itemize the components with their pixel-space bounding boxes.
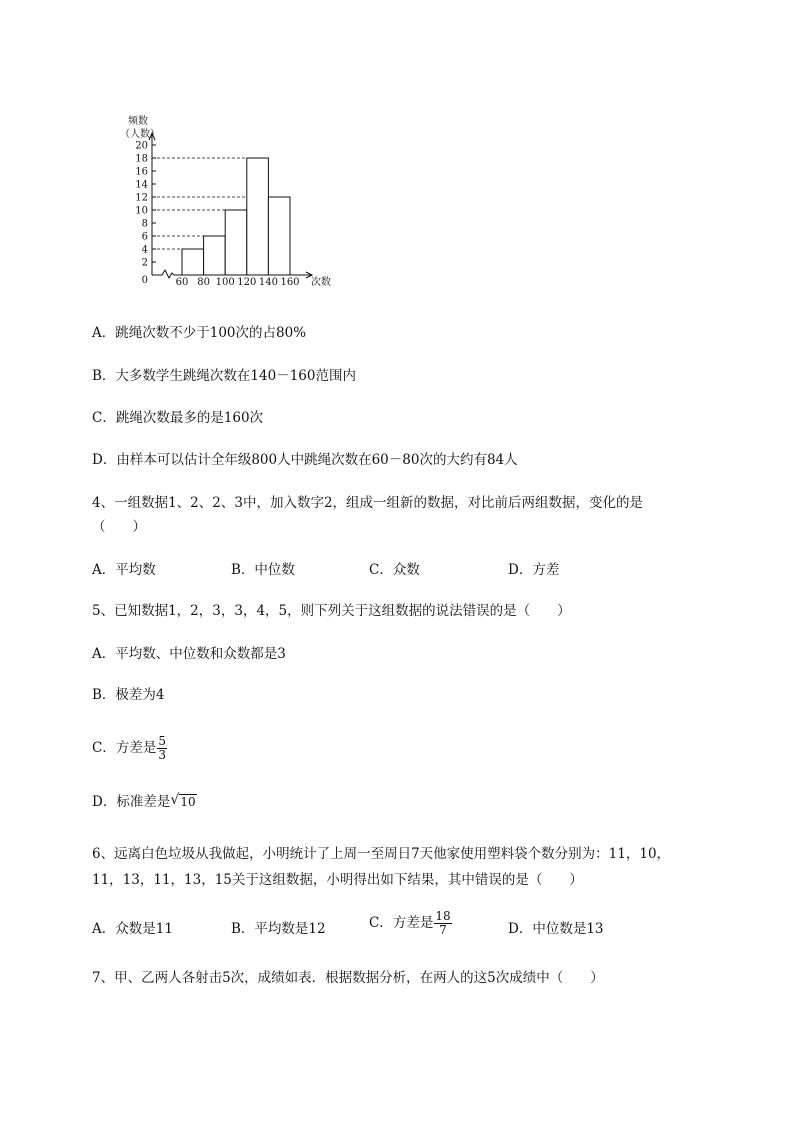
- q5-option-c-prefix: C．方差是: [92, 740, 157, 756]
- fraction-numerator: 5: [158, 734, 166, 748]
- q5-stem: 5、已知数据1，2，3，3，4，5，则下列关于这组数据的说法错误的是（ ）: [92, 603, 571, 619]
- x-tick-label: 120: [237, 277, 257, 288]
- q3-option-d: D．由样本可以估计全年级800人中跳绳次数在60－80次的大约有84人: [92, 452, 518, 468]
- x-tick-label: 140: [258, 277, 278, 288]
- fraction-denominator: 3: [158, 748, 166, 762]
- radical-sign-icon: √: [170, 792, 180, 808]
- y-tick-label: 16: [135, 166, 148, 178]
- histogram-bar: [204, 236, 226, 275]
- y-tick-label: 6: [141, 231, 148, 243]
- q7-stem: 7、甲、乙两人各射击5次，成绩如表．根据数据分析，在两人的这5次成绩中（ ）: [92, 970, 604, 986]
- q6-option-c: [369, 910, 452, 937]
- histogram-y-ticks: [135, 141, 156, 287]
- q5-option-c: [92, 735, 167, 762]
- y-tick-label: 12: [135, 192, 148, 204]
- q5-option-d: [92, 793, 197, 811]
- q5-option-d-sqrt: [170, 793, 196, 811]
- y-tick-label: 8: [141, 218, 148, 230]
- frequency-histogram: [120, 108, 348, 293]
- x-tick-label: 160: [280, 277, 300, 288]
- q5-option-a: A．平均数、中位数和众数都是3: [92, 646, 286, 662]
- y-tick-label: 10: [135, 205, 148, 217]
- y-tick-label: 14: [135, 179, 148, 191]
- y-tick-label: 20: [135, 140, 148, 152]
- q5-option-d-prefix: D．标准差是: [92, 794, 171, 810]
- histogram-bar: [182, 249, 204, 275]
- y-axis-label-line2: （人数）: [120, 129, 160, 140]
- y-axis-label-line1: 频数: [128, 116, 148, 127]
- q4-option-a: A．平均数: [92, 562, 156, 578]
- q6-option-c-fraction: [434, 910, 451, 937]
- q3-option-c: C．跳绳次数最多的是160次: [92, 410, 264, 426]
- q4-stem-line2: （ ）: [92, 519, 146, 535]
- x-tick-label: 60: [175, 277, 189, 288]
- y-tick-label: 2: [141, 257, 148, 269]
- q5-option-b: B．极差为4: [92, 687, 165, 703]
- q6-option-b: B．平均数是12: [231, 921, 326, 937]
- q6-option-d: D．中位数是13: [508, 921, 604, 937]
- histogram-x-ticks: [176, 277, 300, 288]
- q4-option-b: B．中位数: [231, 562, 295, 578]
- fraction-numerator: 18: [435, 909, 451, 923]
- q6-stem-line1: 6、远离白色垃圾从我做起，小明统计了上周一至周日7天他家使用塑料袋个数分别为：11，10，: [92, 846, 671, 862]
- q4-stem-line1: 4、一组数据1、2、2、3中，加入数字2，组成一组新的数据，对比前后两组数据，变化的是: [92, 495, 644, 511]
- histogram-bar: [225, 210, 247, 275]
- x-tick-label: 100: [215, 277, 235, 288]
- q4-option-c: C．众数: [369, 562, 420, 578]
- q5-option-c-fraction: [157, 735, 167, 762]
- radicand: 10: [180, 795, 196, 809]
- y-tick-label: 18: [135, 153, 148, 165]
- y-tick-label: 0: [141, 275, 148, 286]
- q6-stem-line2: 11，13，11，13，15关于这组数据，小明得出如下结果，其中错误的是（ ）: [92, 872, 583, 888]
- q3-option-b: B．大多数学生跳绳次数在140－160范围内: [92, 368, 356, 384]
- q6-option-a: A．众数是11: [92, 921, 173, 937]
- x-axis-label: 次数: [311, 277, 331, 288]
- q4-option-d: D．方差: [508, 562, 560, 578]
- q3-option-a: A．跳绳次数不少于100次的占80%: [92, 325, 307, 341]
- x-tick-label: 80: [197, 277, 210, 288]
- histogram-bars: [182, 158, 290, 275]
- fraction-denominator: 7: [439, 923, 447, 937]
- histogram-bar: [268, 197, 290, 275]
- y-tick-label: 4: [141, 244, 148, 256]
- histogram-bar: [247, 158, 269, 275]
- q6-option-c-prefix: C．方差是: [369, 915, 434, 931]
